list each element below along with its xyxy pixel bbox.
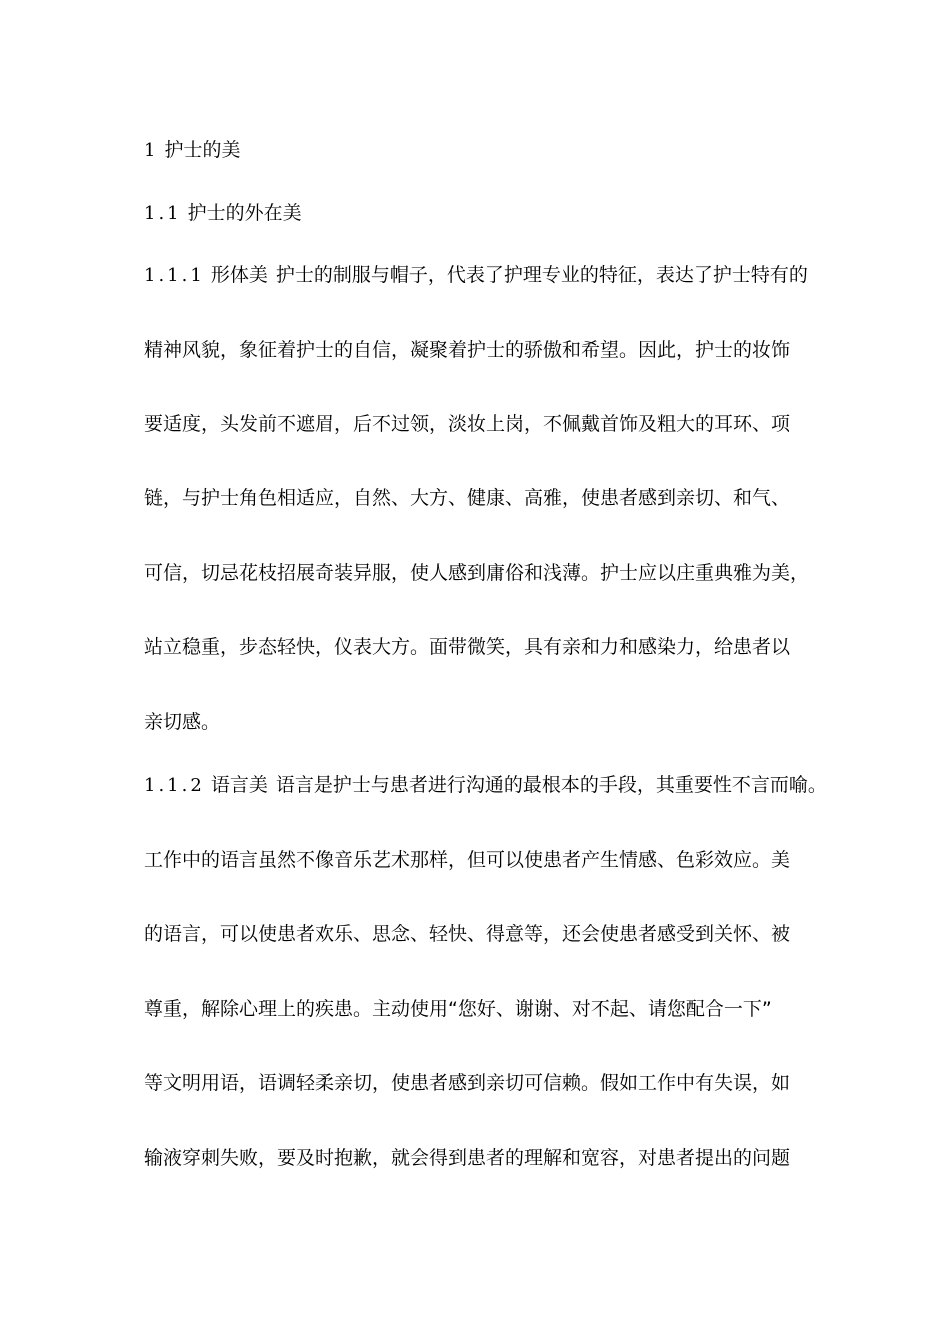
section-1-1-2-title: 语言美 (210, 774, 268, 796)
paragraph-line: 站立稳重，步态轻快，仪表大方。面带微笑，具有亲和力和感染力，给患者以 (144, 636, 791, 658)
section-1-1-2-number: 1.1.2 (144, 775, 205, 796)
paragraph-line: 工作中的语言虽然不像音乐艺术那样，但可以使患者产生情感、色彩效应。美 (144, 849, 791, 871)
heading-1-1-title: 护士的外在美 (187, 202, 302, 224)
section-1-1-2-first-line (144, 773, 827, 798)
paragraph-line: 要适度，头发前不遮眉，后不过领，淡妆上岗，不佩戴首饰及粗大的耳环、项 (144, 413, 791, 435)
heading-1 (144, 138, 240, 163)
paragraph-line: 输液穿刺失败，要及时抱歉，就会得到患者的理解和宽容，对患者提出的问题 (144, 1147, 791, 1169)
paragraph-line: 尊重，解除心理上的疾患。主动使用“您好、谢谢、对不起、请您配合一下” (144, 998, 772, 1020)
paragraph-line: 精神风貌，象征着护士的自信，凝聚着护士的骄傲和希望。因此，护士的妆饰 (144, 339, 791, 361)
paragraph-line: 护士的制服与帽子，代表了护理专业的特征，表达了护士特有的 (275, 264, 808, 286)
paragraph-line: 亲切感。 (144, 711, 221, 733)
section-1-1-1-number: 1.1.1 (144, 265, 205, 286)
paragraph-line: 可信，切忌花枝招展奇装异服，使人感到庸俗和浅薄。护士应以庄重典雅为美， (144, 562, 810, 584)
section-1-1-1-title: 形体美 (210, 264, 268, 286)
paragraph-line: 的语言，可以使患者欢乐、思念、轻快、得意等，还会使患者感受到关怀、被 (144, 923, 791, 945)
heading-1-1 (144, 201, 302, 226)
paragraph-line: 语言是护士与患者进行沟通的最根本的手段，其重要性不言而喻。 (275, 774, 827, 796)
paragraph-line: 等文明用语，语调轻柔亲切，使患者感到亲切可信赖。假如工作中有失误，如 (144, 1072, 791, 1094)
heading-1-1-number: 1.1 (144, 203, 182, 224)
heading-1-title: 护士的美 (164, 139, 241, 161)
heading-1-number: 1 (144, 140, 159, 161)
paragraph-line: 链，与护士角色相适应，自然、大方、健康、高雅，使患者感到亲切、和气、 (144, 487, 791, 509)
section-1-1-1-first-line (144, 263, 808, 288)
